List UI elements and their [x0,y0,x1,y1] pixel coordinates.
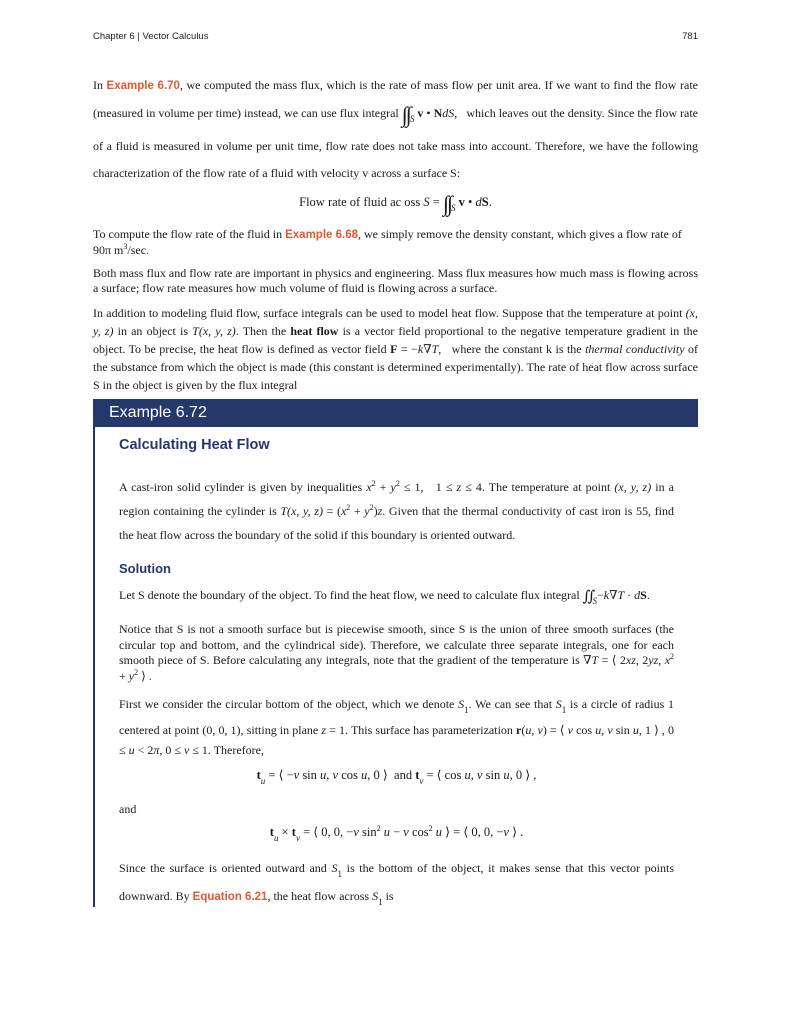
solution-heading: Solution [119,560,171,576]
example-side-bar [93,427,95,907]
solution-para-4: Since the surface is oriented outward and $S_1$ is the bottom of the object, it makes sense that this vector points downward. By Equation 6.21, the heat flow across $S_1$ is [119,860,674,907]
paragraph-mass-flux-vs-flow-rate: Both mass flux and flow rate are important in physics and engineering. Mass flux measures how much mass is flowing across a surface; flow rate measures how much volume of fluid is flowing across a surface. [93,265,698,295]
main-text [93,72,698,432]
word-and: and [119,801,137,816]
paragraph-example-6-68: To compute the flow rate of the fluid in Example 6.68, we simply remove the density constant, which gives a flow rate of 90π $m^3/\sec$. [93,226,682,257]
running-header-chapter: Chapter 6 | Vector Calculus [93,31,209,42]
example-heading: Example 6.72 [93,399,698,427]
solution-para-1: Let S denote the boundary of the object. To find the heat flow, we need to calculate flux integral $∬_S-k\nabla T$ · dS. [119,588,650,606]
example-problem: A cast-iron solid cylinder is given by inequalities $x^2 + y^2 \le 1$, 1 ≤ z ≤ 4. The temperature at point (x, y, z) in a region containing the cylinder is T(x, y, $z) = (x^2 + y^2)z$. Given that the thermal conductivity of cast iron is 55, find the heat flow across the boundary of the solid if this boundary is oriented outward. [119,478,675,542]
example-title: Calculating Heat Flow [119,437,270,453]
example-body [119,438,674,920]
link-example-6-68[interactable]: Example 6.68 [285,228,358,241]
solution-para-2: Notice that S is not a smooth surface but is piecewise smooth, since S is the union of three smooth surfaces (the circular top and bottom, and the cylindrical side). Therefore, we calculate three separate integrals, one for each smooth piece of S. Before calculating any integrals, note that the gradient of the temperature is ∇T = ⟨ 2xz, 2yz, $x^2 + y^2$ ⟩ . [119,622,675,683]
solution-para-3: First we consider the circular bottom of the object, which we denote $S_1$. We can see that $S_1$ is a circle of radius 1 centered at point (0, 0, 1), sitting in plane z = 1. This surface has parameterization r(u, v) = ⟨ v cos u, v sin u, 1 ⟩ , 0 ≤ u < 2π, 0 ≤ v ≤ 1. Therefore, [119,697,675,757]
equation-cross-product: $t_u \times t_v$ = ⟨ 0, 0, −v $\sin^2 u - v$ $\cos^2 u$ ⟩ = ⟨ 0, 0, −v ⟩ . [269,823,524,843]
page-number: 781 [682,31,698,42]
equation-flow-rate: Flow rate of fluid ac oss $S = \int\int_S$ v • dS. [299,191,492,216]
paragraph-heat-flow: In addition to modeling fluid flow, surface integrals can be used to model heat flow. Suppose that the temperature at point (x, y, z) in an object is T(x, y, z). Then the heat flow is a vector field proportional to the negative temperature gradient in the object. To be precise, the heat flow is defined as vector field F = −k∇T, where the constant k is the thermal conductivity of the substance from which the object is made (this constant is determined experimentally). The rate of heat flow across surface S in the object is given by the flux integral [93,305,699,392]
paragraph-mass-flux: In Example 6.70, we computed the mass flux, which is the rate of mass flow per unit area. If we want to find the flow rate (measured in volume per time) instead, we can use flux integral $\int\int_S$ v • NdS, which leaves out the density. Since the flow rate of a fluid is measured in volume per unit time, flow rate does not take mass into account. Therefore, we have the following characterization of the flow rate of a fluid with velocity v across a surface S: [93,78,699,180]
link-example-6-70[interactable]: Example 6.70 [106,80,180,92]
equation-tangent-vectors: $t_u$ = ⟨ −v sin u, v cos u, 0 ⟩ and $t_v$ = ⟨ cos u, v sin u, 0 ⟩ , [256,768,537,786]
link-equation-6-21[interactable]: Equation 6.21 [192,890,268,903]
